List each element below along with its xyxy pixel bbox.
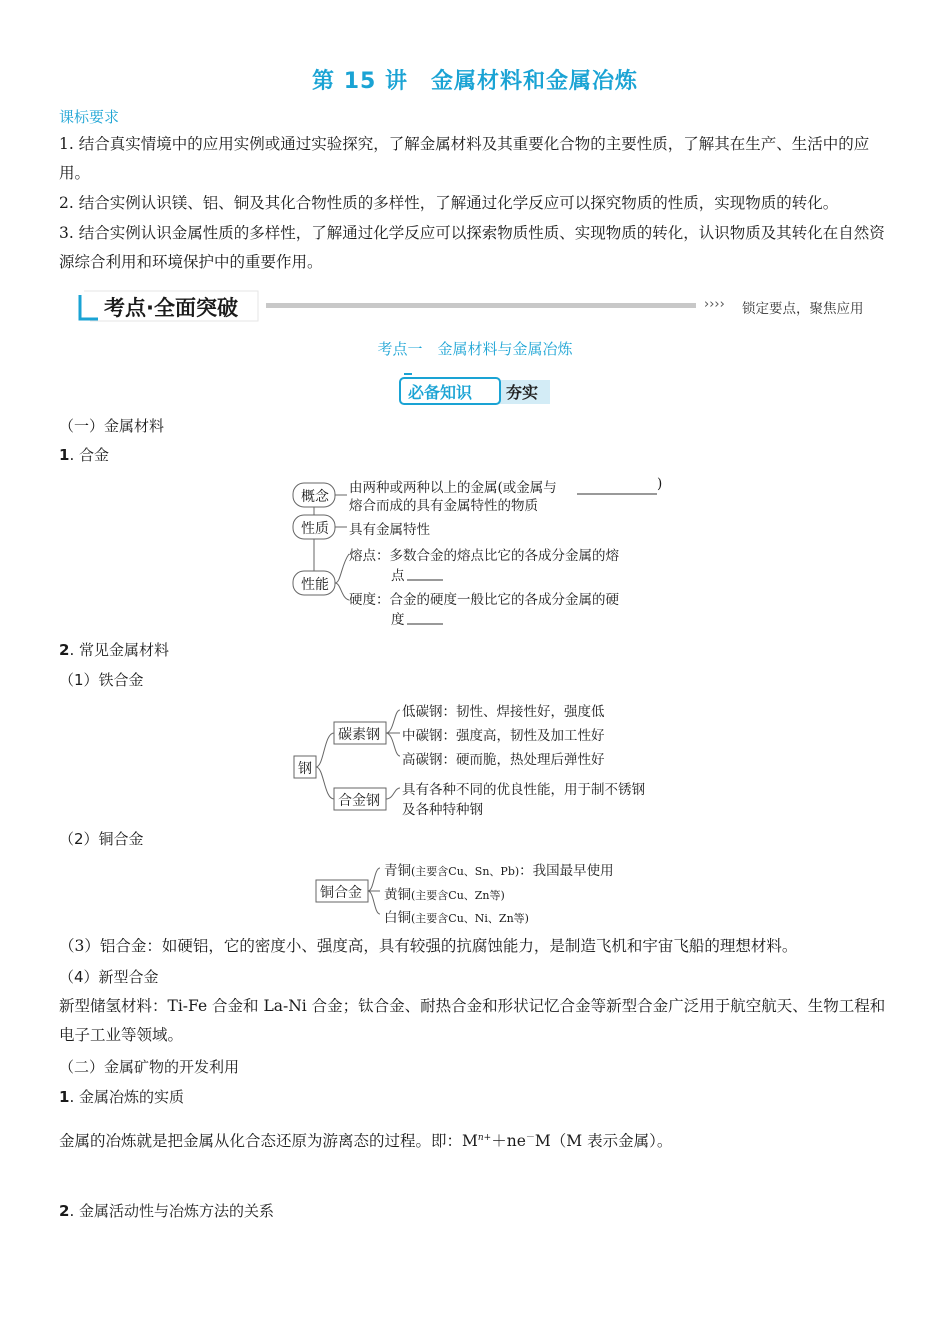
carbon-steel-box: 碳素钢 (338, 727, 380, 743)
section-title: 考点一 金属材料与金属冶炼 (377, 340, 573, 358)
concept-line-1-end: ) (657, 476, 663, 492)
activity-relation-heading: 2. 金属活动性与冶炼方法的关系 (59, 1202, 274, 1220)
bronze-item: 青铜(主要含Cu、Sn、Pb)：我国最早使用 (384, 863, 614, 879)
alloy-steel-line-2: 及各种特种钢 (402, 802, 483, 818)
steel-diagram (290, 698, 670, 820)
banner-left-label: 考点·全面突破 (104, 296, 238, 320)
alloy-heading: 1. 合金 (59, 446, 109, 464)
concept-line-2: 熔合而成的具有金属特性的物质 (349, 498, 538, 514)
badge-right-label: 夯实 (506, 383, 539, 402)
brass-item: 黄铜(主要含Cu、Zn等) (384, 887, 505, 903)
banner-right-label: 锁定要点，聚焦应用 (742, 301, 864, 317)
badge-left-label: 必备知识 (408, 383, 473, 402)
requirement-item-3: 3. 结合实例认识金属性质的多样性，了解通过化学反应可以探索物质性质、实现物质的转化，认识物质及其转化在自然资源综合利用和环境保护中的重要作用。 (59, 224, 885, 271)
property-box: 性质 (301, 521, 329, 537)
alloy-steel-box: 合金钢 (338, 793, 380, 809)
low-carbon-steel: 低碳钢：韧性、焊接性好，强度低 (402, 704, 605, 720)
hardness-line-2: 度 (391, 612, 405, 628)
high-carbon-steel: 高碳钢：硬而脆，热处理后弹性好 (402, 752, 605, 768)
part2-heading: （二）金属矿物的开发利用 (59, 1058, 240, 1076)
section-banner (78, 289, 878, 323)
copper-alloy-heading: （2）铜合金 (59, 830, 144, 848)
banner-arrows: ›››› (704, 297, 725, 312)
aluminum-alloy-text: （3）铝合金：如硬铝，它的密度小、强度高，具有较强的抗腐蚀能力，是制造飞机和宇宙飞船的理想材料。 (59, 937, 798, 955)
white-copper-item: 白铜(主要含Cu、Ni、Zn等) (384, 910, 529, 926)
alloy-steel-line-1: 具有各种不同的优良性能，用于制不锈钢 (402, 782, 645, 798)
smelting-essence-heading: 1. 金属冶炼的实质 (59, 1088, 184, 1106)
hardness-line-1: 硬度：合金的硬度一般比它的各成分金属的硬 (349, 592, 619, 608)
new-alloy-text: 新型储氢材料：Ti-Fe 合金和 La-Ni 合金；钛合金、耐热合金和形状记忆合金等新型合金广泛用于航空航天、生物工程和电子工业等领域。 (59, 997, 886, 1044)
melting-point-line-2: 点 (391, 568, 405, 584)
steel-box: 钢 (298, 761, 312, 777)
requirements-label: 课标要求 (59, 108, 120, 126)
copper-diagram (312, 856, 652, 928)
part1-heading: （一）金属材料 (59, 417, 165, 435)
common-materials-heading: 2. 常见金属材料 (59, 641, 169, 659)
requirement-item-1: 1. 结合真实情境中的应用实例或通过实验探究，了解金属材料及其重要化合物的主要性质，了解其在生产、生活中的应用。 (59, 135, 870, 182)
mid-carbon-steel: 中碳钢：强度高，韧性及加工性好 (402, 728, 605, 744)
performance-box: 性能 (301, 577, 329, 593)
new-alloy-heading: （4）新型合金 (59, 968, 159, 986)
alloy-diagram (285, 470, 685, 630)
melting-point-line-1: 熔点：多数合金的熔点比它的各成分金属的熔 (349, 548, 619, 564)
knowledge-badge (398, 372, 558, 406)
iron-alloy-heading: （1）铁合金 (59, 671, 144, 689)
page-title: 第 15 讲 金属材料和金属冶炼 (312, 69, 638, 94)
concept-box: 概念 (301, 489, 329, 505)
concept-line-1: 由两种或两种以上的金属(或金属与 (349, 480, 557, 496)
smelting-essence-text: 金属的冶炼就是把金属从化合态还原为游离态的过程。即：$M^{n+}+ne^-M(M$ 表示金属）。 (59, 1132, 673, 1151)
copper-alloy-box: 铜合金 (320, 885, 362, 901)
requirement-item-2: 2. 结合实例认识镁、铝、铜及其化合物性质的多样性，了解通过化学反应可以探究物质的性质，实现物质的转化。 (59, 194, 839, 212)
property-text: 具有金属特性 (349, 522, 430, 538)
